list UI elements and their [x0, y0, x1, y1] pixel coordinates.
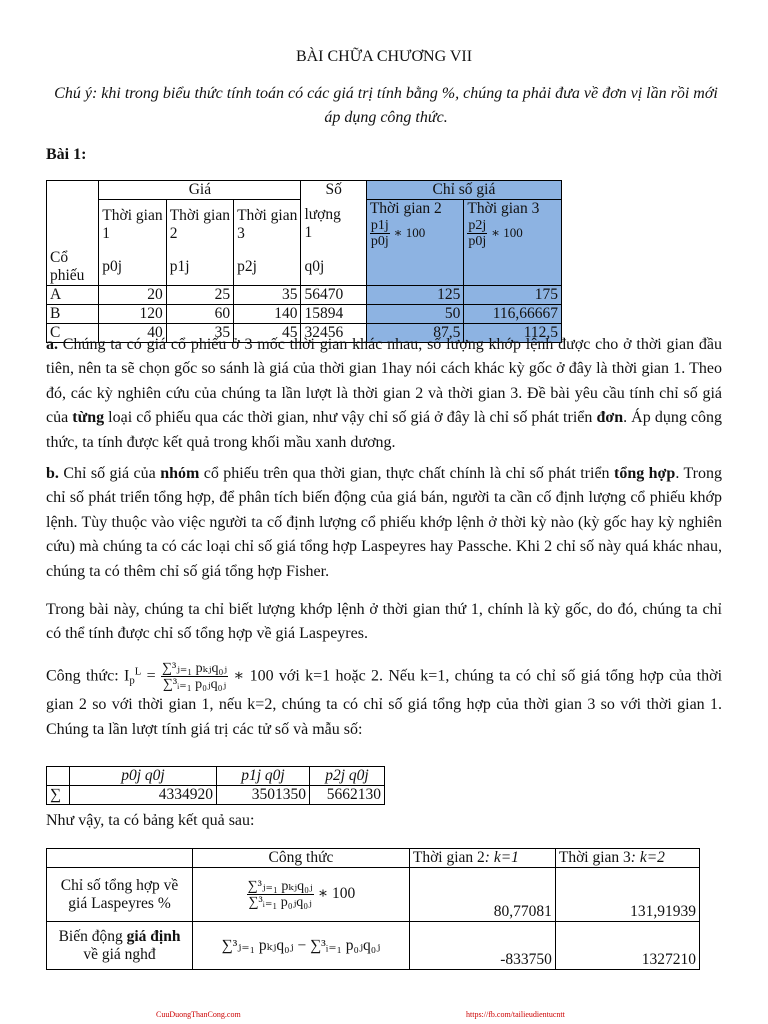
header-quantity: lượng 1	[301, 200, 366, 250]
price-table	[46, 180, 562, 343]
sum-p0q0: 4334920	[70, 786, 217, 805]
exercise-heading: Bài 1:	[46, 146, 87, 163]
header-quantity-top: Số	[301, 181, 366, 200]
sum-p1q0: 3501350	[217, 786, 310, 805]
table-row: A 20 25 35 56470 125 175	[47, 286, 562, 305]
header-p2q0: p2j q0j	[310, 767, 385, 786]
header-p0q0: p0j q0j	[70, 767, 217, 786]
results-intro: Như vậy, ta có bảng kết quả sau:	[46, 812, 255, 829]
sums-table	[46, 766, 385, 805]
header-price: Giá	[99, 181, 301, 200]
table-row: C 40 35 45 32456 87,5 112,5	[47, 324, 562, 343]
sym-q0-cell: q0j	[301, 249, 366, 286]
header-stock: Cổ phiếu	[47, 249, 99, 286]
header-p1q0: p1j q0j	[217, 767, 310, 786]
sym-p0b: p0j	[468, 234, 487, 249]
results-table	[46, 848, 700, 970]
header-time2: Thời gian 2	[166, 200, 233, 250]
variation-time2: -833750	[409, 922, 555, 970]
laspeyres-time3: 131,91939	[555, 868, 699, 922]
row-laspeyres-formula: $\frac{\text{∑³ⱼ₌₁ pₖⱼq₀ⱼ}}{\text{∑³ᵢ₌₁ p₀ⱼq₀ⱼ}}$ ∗ 100	[193, 868, 410, 922]
page-title: BÀI CHỮA CHƯƠNG VII	[295, 48, 473, 65]
paragraph-c: Trong bài này, chúng ta chỉ biết lượng khớp lệnh ở thời gian thứ 1, chính là kỳ gốc, do đó, chúng ta chỉ có thể tính được chỉ số tổng hợp về giá Laspeyres.	[46, 601, 722, 643]
paragraph-a: a. Chúng ta có giá cổ phiếu ở 3 mốc thời gian khác nhau, số lượng khớp lệnh được cho ở thời gian đầu tiên, nên ta sẽ chọn gốc so sánh là giá của thời gian 1hay nói cách khác kỳ gốc ở đây là thời gian 1. Theo đó, các kỳ nghiên cứu của chúng ta lần lượt là thời gian 2 và thời gian 3. Đề bài yêu cầu tính chỉ số giá của từng loại cổ phiếu qua các thời gian, như vậy chỉ số giá ở đây là chỉ số phát triển đơn. Áp dụng công thức, ta tính được kết quả trong khối mầu xanh dương.	[46, 336, 722, 451]
header-time3-k2: Thời gian 3: k=2	[555, 849, 699, 868]
table-row: B 120 60 140 15894 50 116,66667	[47, 305, 562, 324]
sym-p0: p0j	[370, 234, 389, 249]
header-time3: Thời gian 3	[234, 200, 301, 250]
sum-p2q0: 5662130	[310, 786, 385, 805]
corner-cell	[47, 181, 99, 200]
row-variation-formula: ∑³ⱼ₌₁ pₖⱼq₀ⱼ − ∑³ᵢ₌₁ p₀ⱼq₀ⱼ	[193, 922, 410, 970]
sym-p0-cell: p0j	[99, 249, 166, 286]
sym-p1: p1j	[370, 218, 389, 233]
formula-fraction: $\frac{\text{∑³ⱼ₌₁ pₖⱼq₀ⱼ}}{\text{∑³ᵢ₌₁ p₀ⱼq₀ⱼ}}$	[162, 661, 228, 693]
header-price-index: Chỉ số giá	[366, 181, 561, 200]
paragraph-formula: Công thức: $I_p^L$ = $\frac{\text{∑³ⱼ₌₁ pₖⱼq₀ⱼ}}{\text{∑³ᵢ₌₁ p₀ⱼq₀ⱼ}}$ ∗ 100 với k=1 hoặc 2. Nếu k=1, chúng ta có chỉ số giá tổng hợp của thời gian 2 so với thời gian 1, nếu k=2, chúng ta có chỉ số giá tổng hợp của thời gian 3 so với thời gian 1. Chúng ta lần lượt tính giá trị các tử số và mẫu số:	[46, 661, 723, 738]
sym-p2-cell: p2j	[234, 249, 301, 286]
header-formula: Công thức	[193, 849, 410, 868]
paragraph-b: b. Chỉ số giá của nhóm cổ phiếu trên qua thời gian, thực chất chính là chỉ số phát triển tổng hợp. Trong chỉ số phát triển tổng hợp, để phân tích biến động của giá bán, người ta cần cố định lượng cổ phiếu khớp lệnh. Tùy thuộc vào việc người ta cố định lượng cổ phiếu khớp lệnh ở thời kỳ nào (kỳ gốc hay kỳ nghiên cứu) mà chúng ta có các loại chỉ số giá tổng hợp Laspeyres hay Passche. Khi 2 chỉ số này quá khác nhau, chúng ta có thêm chỉ số giá tổng hợp Fisher.	[46, 465, 723, 580]
row-laspeyres-label: Chỉ số tổng hợp về giá Laspeyres %	[47, 868, 193, 922]
header-index-time3: Thời gian 3 $\frac{p2j}{p0j}$ ∗ 100	[464, 200, 562, 250]
header-index-time2: Thời gian 2 $\frac{p1j}{p0j}$ ∗ 100	[366, 200, 464, 250]
sum-symbol: ∑	[47, 786, 70, 805]
variation-time3: 1327210	[555, 922, 699, 970]
row-variation-label: Biến động giá định về giá nghđ	[47, 922, 193, 970]
sym-p2: p2j	[468, 218, 487, 233]
laspeyres-time2: 80,77081	[409, 868, 555, 922]
header-time1: Thời gian 1	[99, 200, 166, 250]
note-paragraph: Chú ý: khi trong biểu thức tính toán có các giá trị tính bằng %, chúng ta phải đưa về đơn vị lần rồi mới áp dụng công thức.	[54, 85, 718, 126]
sym-p1-cell: p1j	[166, 249, 233, 286]
footer-left-link[interactable]: CuuDuongThanCong.com	[156, 1010, 241, 1019]
header-time2-k1: Thời gian 2: k=1	[409, 849, 555, 868]
footer-right-link[interactable]: https://fb.com/tailieudientucntt	[466, 1010, 565, 1019]
